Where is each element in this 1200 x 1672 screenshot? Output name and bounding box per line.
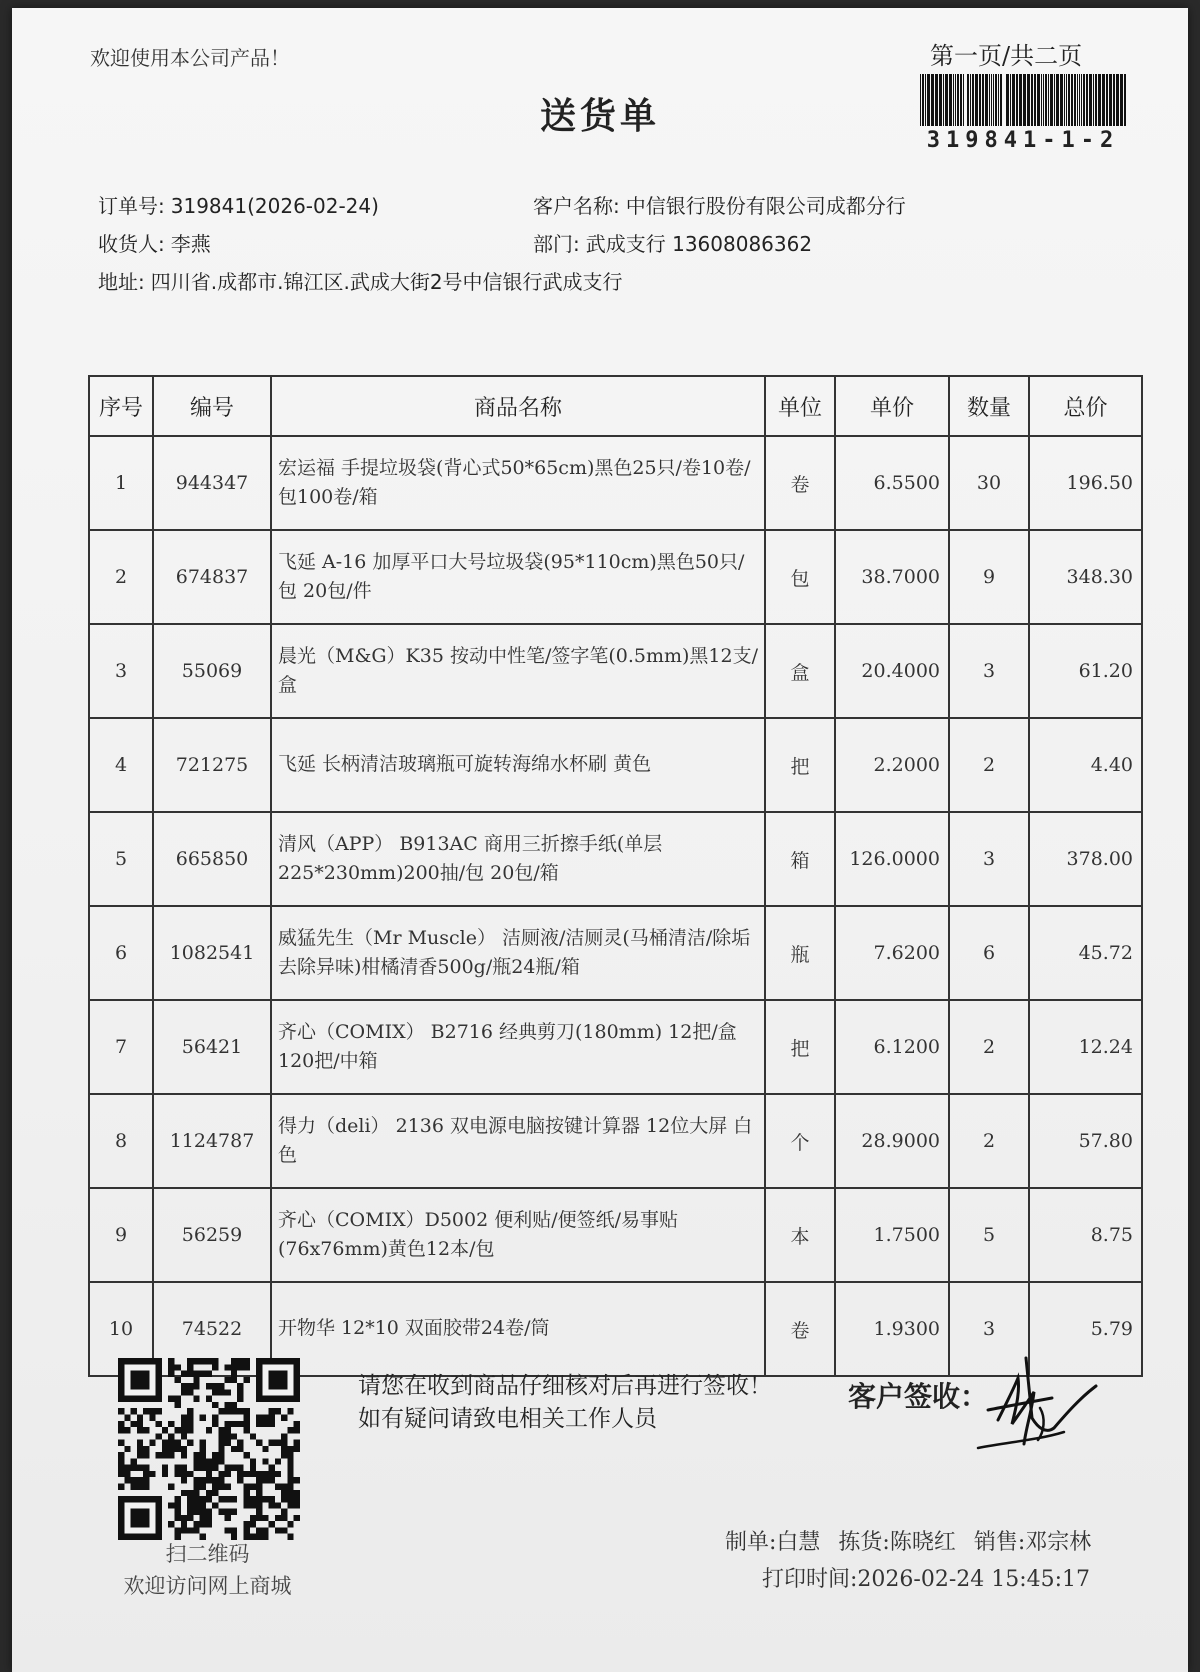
department-value: 武成支行 13608086362 (585, 232, 813, 256)
cell-quantity: 2 (949, 1000, 1029, 1094)
cell-product-name: 开物华 12*10 双面胶带24卷/筒 (271, 1282, 765, 1376)
cell-code: 56421 (153, 1000, 271, 1094)
table-header-row (89, 376, 1142, 436)
column-header-unit-price: 单价 (835, 376, 949, 436)
cell-unit: 箱 (765, 812, 835, 906)
cell-total: 57.80 (1029, 1094, 1142, 1188)
cell-unit-price: 2.2000 (835, 718, 949, 812)
cell-unit: 卷 (765, 1282, 835, 1376)
barcode-number: 319841-1-2 (926, 128, 1120, 153)
cell-seq: 10 (89, 1282, 153, 1376)
cell-product-name: 齐心（COMIX）D5002 便利贴/便签纸/易事贴(76x76mm)黄色12本/包 (271, 1188, 765, 1282)
cell-product-name: 飞延 A-16 加厚平口大号垃圾袋(95*110cm)黑色50只/包 20包/件 (271, 530, 765, 624)
cell-seq: 9 (89, 1188, 153, 1282)
table-row (89, 1000, 1142, 1094)
cell-code: 721275 (153, 718, 271, 812)
cell-unit-price: 1.7500 (835, 1188, 949, 1282)
table-row (89, 624, 1142, 718)
qr-caption-scan: 扫二维码 (165, 1542, 250, 1566)
cell-total: 45.72 (1029, 906, 1142, 1000)
cell-unit-price: 6.1200 (835, 1000, 949, 1094)
cell-total: 196.50 (1029, 436, 1142, 530)
cell-unit: 把 (765, 718, 835, 812)
print-time: 打印时间:2026-02-24 15:45:17 (762, 1567, 1091, 1592)
column-header-quantity: 数量 (949, 376, 1029, 436)
column-header-product-name: 商品名称 (271, 376, 765, 436)
address-field (98, 266, 623, 295)
cell-code: 1082541 (153, 906, 271, 1000)
cell-total: 348.30 (1029, 530, 1142, 624)
column-header-code: 编号 (153, 376, 271, 436)
cell-seq: 3 (89, 624, 153, 718)
cell-code: 1124787 (153, 1094, 271, 1188)
cell-total: 378.00 (1029, 812, 1142, 906)
cell-seq: 4 (89, 718, 153, 812)
receiver-value: 李燕 (170, 232, 211, 256)
cell-unit: 卷 (765, 436, 835, 530)
cell-unit: 瓶 (765, 906, 835, 1000)
sales-name: 销售:邓宗林 (973, 1530, 1092, 1555)
cell-unit-price: 28.9000 (835, 1094, 949, 1188)
cell-quantity: 30 (949, 436, 1029, 530)
cell-product-name: 宏运福 手提垃圾袋(背心式50*65cm)黑色25只/卷10卷/包100卷/箱 (271, 436, 765, 530)
cell-code: 674837 (153, 530, 271, 624)
cell-code: 55069 (153, 624, 271, 718)
address-label: 地址: (98, 270, 145, 294)
cell-code: 74522 (153, 1282, 271, 1376)
cell-unit-price: 1.9300 (835, 1282, 949, 1376)
address-value: 四川省.成都市.锦江区.武成大街2号中信银行武成支行 (150, 270, 623, 294)
cell-code: 56259 (153, 1188, 271, 1282)
column-header-seq: 序号 (89, 376, 153, 436)
cell-quantity: 2 (949, 718, 1029, 812)
cell-product-name: 晨光（M&G）K35 按动中性笔/签字笔(0.5mm)黑12支/盒 (271, 624, 765, 718)
cell-product-name: 飞延 长柄清洁玻璃瓶可旋转海绵水杯刷 黄色 (271, 718, 765, 812)
order-number-value: 319841(2026-02-24) (170, 194, 379, 218)
column-header-unit: 单位 (765, 376, 835, 436)
table-row (89, 718, 1142, 812)
qr-code-icon (118, 1358, 300, 1540)
table-row (89, 812, 1142, 906)
document-title: 送货单 (539, 96, 660, 137)
cell-seq: 5 (89, 812, 153, 906)
table-row (89, 1188, 1142, 1282)
cell-total: 61.20 (1029, 624, 1142, 718)
cell-quantity: 3 (949, 624, 1029, 718)
items-table (88, 375, 1143, 1377)
cell-seq: 2 (89, 530, 153, 624)
order-number-label: 订单号: (98, 194, 165, 218)
customer-signature-label: 客户签收： (848, 1380, 989, 1413)
cell-product-name: 得力（deli） 2136 双电源电脑按键计算器 12位大屏 白色 (271, 1094, 765, 1188)
cell-quantity: 6 (949, 906, 1029, 1000)
cell-unit: 把 (765, 1000, 835, 1094)
cell-total: 5.79 (1029, 1282, 1142, 1376)
cell-quantity: 5 (949, 1188, 1029, 1282)
table-row (89, 1094, 1142, 1188)
cell-quantity: 9 (949, 530, 1029, 624)
column-header-total: 总价 (1029, 376, 1142, 436)
qr-caption-welcome: 欢迎访问网上商城 (123, 1574, 292, 1598)
receiver-label: 收货人: (98, 232, 165, 256)
cell-unit: 个 (765, 1094, 835, 1188)
cell-code: 944347 (153, 436, 271, 530)
welcome-text: 欢迎使用本公司产品！ (90, 46, 290, 70)
cell-total: 4.40 (1029, 718, 1142, 812)
handwritten-signature-icon (968, 1348, 1128, 1458)
cell-unit: 盒 (765, 624, 835, 718)
cell-seq: 8 (89, 1094, 153, 1188)
cell-total: 12.24 (1029, 1000, 1142, 1094)
cell-seq: 7 (89, 1000, 153, 1094)
cell-code: 665850 (153, 812, 271, 906)
staff-line (725, 1525, 1109, 1556)
order-number-field (98, 190, 379, 219)
table-row (89, 436, 1142, 530)
table-row (89, 530, 1142, 624)
cell-unit-price: 38.7000 (835, 530, 949, 624)
page-indicator: 第一页/共二页 (930, 42, 1083, 70)
cell-quantity: 2 (949, 1094, 1029, 1188)
receiver-field (98, 228, 211, 257)
cell-product-name: 齐心（COMIX） B2716 经典剪刀(180mm) 12把/盒 120把/中箱 (271, 1000, 765, 1094)
cell-unit-price: 126.0000 (835, 812, 949, 906)
customer-name-value: 中信银行股份有限公司成都分行 (625, 194, 906, 218)
cell-seq: 6 (89, 906, 153, 1000)
barcode-graphic (918, 74, 1128, 126)
cell-unit: 本 (765, 1188, 835, 1282)
department-label: 部门: (533, 232, 580, 256)
cell-quantity: 3 (949, 1282, 1029, 1376)
cell-unit: 包 (765, 530, 835, 624)
customer-name-field (533, 190, 906, 219)
maker-name: 制单:白慧 (725, 1530, 821, 1555)
department-field (533, 228, 812, 257)
table-row (89, 906, 1142, 1000)
cell-seq: 1 (89, 436, 153, 530)
cell-quantity: 3 (949, 812, 1029, 906)
cell-product-name: 威猛先生（Mr Muscle） 洁厕液/洁厕灵(马桶清洁/除垢去除异味)柑橘清香500g/瓶24瓶/箱 (271, 906, 765, 1000)
cell-unit-price: 6.5500 (835, 436, 949, 530)
customer-name-label: 客户名称: (533, 194, 620, 218)
cell-unit-price: 7.6200 (835, 906, 949, 1000)
picker-name: 拣货:陈晓红 (838, 1530, 956, 1555)
check-notice: 请您在收到商品仔细核对后再进行签收！如有疑问请致电相关工作人员 (358, 1373, 772, 1433)
cell-product-name: 清风（APP） B913AC 商用三折擦手纸(单层225*230mm)200抽/包 20包/箱 (271, 812, 765, 906)
cell-total: 8.75 (1029, 1188, 1142, 1282)
cell-unit-price: 20.4000 (835, 624, 949, 718)
